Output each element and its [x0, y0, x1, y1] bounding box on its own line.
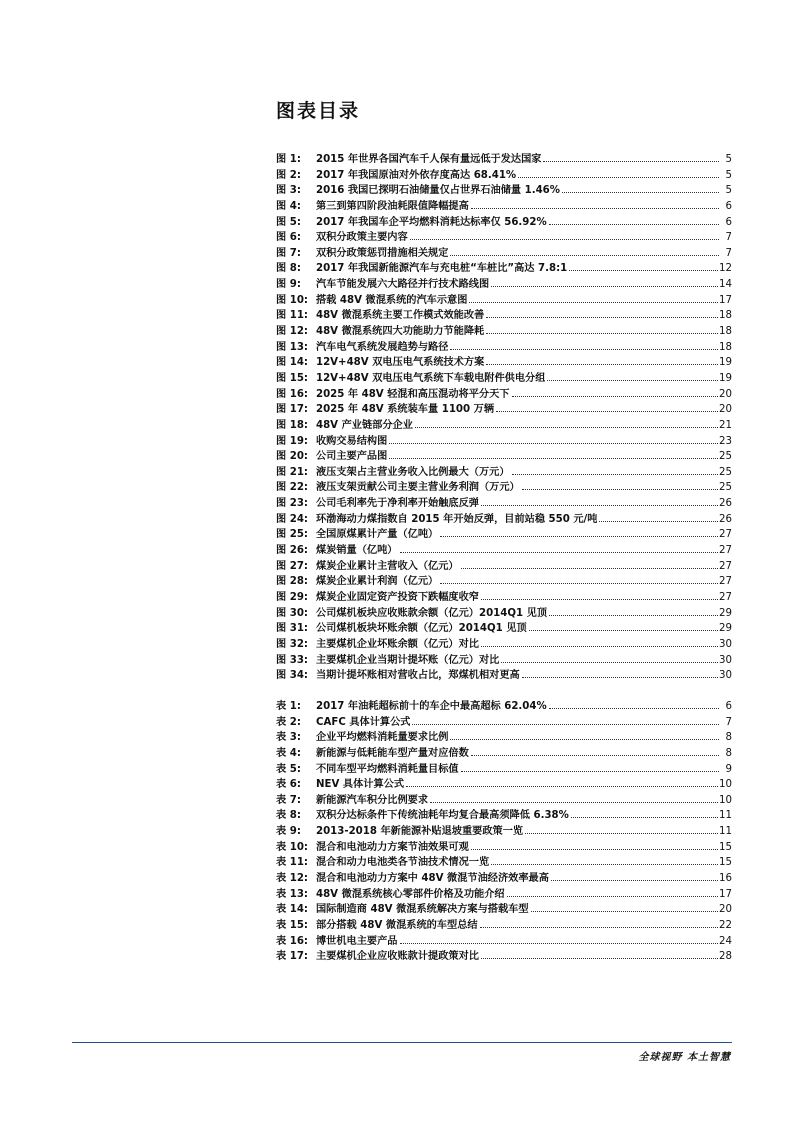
- figure-page-number: 23: [719, 435, 732, 447]
- leader-dots: [481, 958, 718, 959]
- figure-title: 当期计提坏账相对营收占比，郑煤机相对更高: [316, 670, 520, 682]
- figure-title: 2017 年我国新能源汽车与充电桩“车桩比”高达 7.8:1: [316, 263, 568, 275]
- figure-label: 图 29:: [276, 591, 308, 603]
- table-entry[interactable]: [276, 791, 732, 807]
- leader-dots: [486, 364, 718, 365]
- figure-page-number: 27: [719, 591, 732, 603]
- leader-dots: [410, 239, 719, 240]
- figure-entry[interactable]: [276, 635, 732, 651]
- figure-label: 图 18:: [276, 419, 308, 431]
- figure-label: 图 10:: [276, 294, 308, 306]
- figure-page-number: 7: [725, 232, 732, 244]
- figure-entry[interactable]: [276, 416, 732, 432]
- figure-page-number: 29: [719, 607, 732, 619]
- table-title: 2013-2018 年新能源补贴退坡重要政策一览: [316, 826, 524, 838]
- leader-dots: [471, 208, 719, 209]
- figure-title: 2016 我国已探明石油储量仅占世界石油储量 1.46%: [316, 185, 560, 197]
- table-label: 表 12:: [276, 873, 308, 885]
- figure-page-number: 27: [719, 545, 732, 557]
- figure-label: 图 15:: [276, 372, 308, 384]
- figure-title: 液压支架贡献公司主要主营业务利润（万元）: [316, 482, 520, 494]
- table-page-number: 15: [719, 841, 732, 853]
- figure-entry[interactable]: [276, 525, 732, 541]
- figure-title: 煤炭企业固定资产投资下跌幅度收窄: [316, 591, 479, 603]
- figure-label: 图 26:: [276, 545, 308, 557]
- figure-label: 图 31:: [276, 623, 308, 635]
- table-label: 表 4:: [276, 747, 301, 759]
- figure-entry[interactable]: [276, 604, 732, 620]
- figure-title: 双积分政策惩罚措施相关规定: [316, 247, 449, 259]
- figure-entry[interactable]: [276, 181, 732, 197]
- figure-entry[interactable]: [276, 463, 732, 479]
- table-page-number: 7: [725, 716, 732, 728]
- table-entry[interactable]: [276, 744, 732, 760]
- leader-dots: [471, 755, 719, 756]
- table-entry[interactable]: [276, 838, 732, 854]
- table-title: 不同车型平均燃料消耗量目标值: [316, 763, 459, 775]
- figure-label: 图 1:: [276, 154, 301, 165]
- table-title: CAFC 具体计算公式: [316, 716, 411, 728]
- table-page-number: 8: [725, 747, 732, 759]
- leader-dots: [562, 192, 719, 193]
- figure-page-number: 25: [719, 466, 732, 478]
- leader-dots: [531, 911, 719, 912]
- leader-dots: [547, 380, 718, 381]
- table-title: 企业平均燃料消耗量要求比例: [316, 732, 449, 744]
- leader-dots: [549, 615, 718, 616]
- figure-page-number: 27: [719, 529, 732, 541]
- table-label: 表 17:: [276, 951, 308, 963]
- figure-label: 图 3:: [276, 185, 301, 197]
- table-entry[interactable]: [276, 900, 732, 916]
- figure-title: 公司毛利率先于净利率开始触底反弹: [316, 498, 479, 510]
- leader-dots: [599, 521, 718, 522]
- table-title: 48V 微混系统核心零部件价格及功能介绍: [316, 888, 505, 900]
- figure-entry[interactable]: [276, 228, 732, 244]
- leader-dots: [440, 583, 718, 584]
- table-page-number: 6: [725, 701, 732, 712]
- table-label: 表 11:: [276, 857, 308, 869]
- table-entry[interactable]: [276, 775, 732, 791]
- table-label: 表 1:: [276, 701, 301, 712]
- leader-dots: [469, 302, 718, 303]
- figure-page-number: 30: [719, 638, 732, 650]
- figure-label: 图 30:: [276, 607, 308, 619]
- leader-dots: [461, 771, 719, 772]
- table-entry[interactable]: [276, 760, 732, 776]
- figure-entry[interactable]: [276, 588, 732, 604]
- figure-page-number: 5: [725, 185, 732, 197]
- leader-dots: [571, 817, 718, 818]
- table-entry[interactable]: [276, 713, 732, 729]
- figure-label: 图 22:: [276, 482, 308, 494]
- figure-label: 图 5:: [276, 216, 301, 228]
- leader-dots: [522, 489, 718, 490]
- leader-dots: [549, 224, 719, 225]
- figure-entry[interactable]: [276, 306, 732, 322]
- figure-title: 公司煤机板块坏账余额（亿元）2014Q1 见顶: [316, 623, 527, 635]
- figure-label: 图 24:: [276, 513, 308, 525]
- figure-list: [276, 150, 732, 682]
- table-page-number: 11: [719, 810, 732, 822]
- table-page-number: 20: [719, 904, 732, 916]
- figure-label: 图 21:: [276, 466, 308, 478]
- table-title: 混合和动力电池类各节油技术情况一览: [316, 857, 490, 869]
- table-entry[interactable]: [276, 869, 732, 885]
- table-list: [276, 697, 732, 963]
- table-entry[interactable]: [276, 822, 732, 838]
- figure-page-number: 18: [719, 310, 732, 322]
- figure-page-number: 18: [719, 341, 732, 353]
- leader-dots: [450, 739, 719, 740]
- figure-page-number: 29: [719, 623, 732, 635]
- table-title: 主要煤机企业应收账款计提政策对比: [316, 951, 479, 963]
- figure-title: 48V 微混系统主要工作模式效能改善: [316, 310, 485, 322]
- table-title: 新能源与低耗能车型产量对应倍数: [316, 747, 469, 759]
- figure-label: 图 2:: [276, 169, 301, 181]
- figure-title: 汽车节能发展六大路径并行技术路线图: [316, 279, 490, 291]
- table-page-number: 28: [719, 951, 732, 963]
- figure-label: 图 6:: [276, 232, 301, 244]
- table-entry[interactable]: [276, 697, 732, 713]
- leader-dots: [496, 411, 718, 412]
- table-page-number: 24: [719, 935, 732, 947]
- figure-entry[interactable]: [276, 322, 732, 338]
- figure-title: 2015 年世界各国汽车千人保有量远低于发达国家: [316, 154, 542, 165]
- figure-entry[interactable]: [276, 244, 732, 260]
- figure-title: 液压支架占主营业务收入比例最大（万元）: [316, 466, 510, 478]
- figure-title: 公司煤机板块应收账款余额（亿元）2014Q1 见顶: [316, 607, 548, 619]
- leader-dots: [450, 255, 719, 256]
- leader-dots: [522, 677, 718, 678]
- figure-title: 煤炭企业累计主营收入（亿元）: [316, 560, 459, 572]
- figure-label: 图 28:: [276, 576, 308, 588]
- leader-dots: [471, 849, 718, 850]
- table-entry[interactable]: [276, 885, 732, 901]
- figure-entry[interactable]: [276, 619, 732, 635]
- figure-entry[interactable]: [276, 651, 732, 667]
- leader-dots: [543, 161, 719, 162]
- figure-page-number: 20: [719, 404, 732, 416]
- figure-title: 煤炭企业累计利润（亿元）: [316, 576, 439, 588]
- table-label: 表 3:: [276, 732, 301, 744]
- table-title: 混合和电池动力方案中 48V 微混节油经济效率最高: [316, 873, 549, 885]
- figure-label: 图 13:: [276, 341, 308, 353]
- figure-label: 图 25:: [276, 529, 308, 541]
- figure-entry[interactable]: [276, 478, 732, 494]
- figure-page-number: 30: [719, 670, 732, 682]
- figure-page-number: 5: [725, 154, 732, 165]
- table-label: 表 10:: [276, 841, 308, 853]
- figure-label: 图 11:: [276, 310, 308, 322]
- figure-entry[interactable]: [276, 166, 732, 182]
- table-label: 表 9:: [276, 826, 301, 838]
- table-page-number: 11: [719, 826, 732, 838]
- leader-dots: [406, 786, 718, 787]
- figure-entry[interactable]: [276, 666, 732, 682]
- leader-dots: [440, 536, 718, 537]
- figure-entry[interactable]: [276, 385, 732, 401]
- figure-page-number: 19: [719, 372, 732, 384]
- table-label: 表 5:: [276, 763, 301, 775]
- figure-page-number: 5: [725, 169, 732, 181]
- figure-entry[interactable]: [276, 150, 732, 166]
- figure-page-number: 27: [719, 560, 732, 572]
- leader-dots: [400, 943, 719, 944]
- figure-page-number: 20: [719, 388, 732, 400]
- table-label: 表 2:: [276, 716, 301, 728]
- figure-label: 图 17:: [276, 404, 308, 416]
- leader-dots: [486, 333, 718, 334]
- leader-dots: [549, 708, 719, 709]
- figure-page-number: 6: [725, 216, 732, 228]
- figure-title: 主要煤机企业当期计提坏账（亿元）对比: [316, 654, 500, 666]
- figure-title: 12V+48V 双电压电气系统技术方案: [316, 357, 485, 369]
- figure-title: 第三到第四阶段油耗限值降幅提高: [316, 200, 469, 212]
- figure-page-number: 14: [719, 279, 732, 291]
- table-page-number: 10: [719, 779, 732, 791]
- leader-dots: [491, 864, 718, 865]
- leader-dots: [512, 474, 718, 475]
- figure-page-number: 21: [719, 419, 732, 431]
- table-page-number: 15: [719, 857, 732, 869]
- figure-page-number: 26: [719, 498, 732, 510]
- figure-entry[interactable]: [276, 510, 732, 526]
- figure-title: 全国原煤累计产量（亿吨）: [316, 529, 439, 541]
- page-title: 图表目录: [276, 100, 361, 122]
- figure-label: 图 16:: [276, 388, 308, 400]
- figure-title: 2025 年 48V 轻混和高压混动将平分天下: [316, 388, 510, 400]
- table-entry[interactable]: [276, 916, 732, 932]
- figure-label: 图 27:: [276, 560, 308, 572]
- figure-entry[interactable]: [276, 213, 732, 229]
- table-entry[interactable]: [276, 853, 732, 869]
- figure-title: 汽车电气系统发展趋势与路径: [316, 341, 449, 353]
- leader-dots: [481, 599, 718, 600]
- figure-page-number: 12: [719, 263, 732, 275]
- table-page-number: 9: [725, 763, 732, 775]
- figure-title: 煤炭销量（亿吨）: [316, 545, 398, 557]
- figure-entry[interactable]: [276, 353, 732, 369]
- figure-label: 图 8:: [276, 263, 301, 275]
- figure-entry[interactable]: [276, 432, 732, 448]
- footer-divider: [72, 1042, 732, 1043]
- table-page-number: 17: [719, 888, 732, 900]
- figure-title: 公司主要产品图: [316, 451, 388, 463]
- figure-title: 2017 年我国车企平均燃料消耗达标率仅 56.92%: [316, 216, 547, 228]
- figure-entry[interactable]: [276, 197, 732, 213]
- table-title: 部分搭载 48V 微混系统的车型总结: [316, 919, 478, 931]
- table-entry[interactable]: [276, 947, 732, 963]
- figure-page-number: 25: [719, 482, 732, 494]
- figure-page-number: 6: [725, 200, 732, 212]
- leader-dots: [480, 927, 718, 928]
- figure-label: 图 4:: [276, 200, 301, 212]
- figure-page-number: 25: [719, 451, 732, 463]
- table-title: 国际制造商 48V 微混系统解决方案与搭载车型: [316, 904, 529, 916]
- figure-entry[interactable]: [276, 369, 732, 385]
- figure-page-number: 30: [719, 654, 732, 666]
- figure-page-number: 7: [725, 247, 732, 259]
- table-label: 表 14:: [276, 904, 308, 916]
- table-page-number: 22: [719, 919, 732, 931]
- figure-page-number: 17: [719, 294, 732, 306]
- table-title: 博世机电主要产品: [316, 935, 398, 947]
- table-title: 混合和电池动力方案节油效果可观: [316, 841, 469, 853]
- figure-label: 图 7:: [276, 247, 301, 259]
- figure-label: 图 32:: [276, 638, 308, 650]
- figure-label: 图 14:: [276, 357, 308, 369]
- table-entry[interactable]: [276, 806, 732, 822]
- leader-dots: [569, 270, 718, 271]
- figure-title: 收购交易结构图: [316, 435, 388, 447]
- leader-dots: [529, 630, 718, 631]
- figure-entry[interactable]: [276, 541, 732, 557]
- table-label: 表 8:: [276, 810, 301, 822]
- figure-entry[interactable]: [276, 447, 732, 463]
- figure-label: 图 34:: [276, 670, 308, 682]
- figure-label: 图 19:: [276, 435, 308, 447]
- table-title: 2017 年油耗超标前十的车企中最高超标 62.04%: [316, 701, 547, 712]
- table-page-number: 16: [719, 873, 732, 885]
- leader-dots: [507, 896, 718, 897]
- figure-label: 图 23:: [276, 498, 308, 510]
- figure-entry[interactable]: [276, 572, 732, 588]
- leader-dots: [525, 833, 718, 834]
- figure-title: 2025 年 48V 系统装车量 1100 万辆: [316, 404, 495, 416]
- leader-dots: [389, 443, 718, 444]
- table-label: 表 6:: [276, 779, 301, 791]
- leader-dots: [551, 880, 718, 881]
- figure-page-number: 27: [719, 576, 732, 588]
- figure-title: 环渤海动力煤指数自 2015 年开始反弹，目前站稳 550 元/吨: [316, 513, 598, 525]
- leader-dots: [512, 396, 719, 397]
- figure-page-number: 19: [719, 357, 732, 369]
- figure-entry[interactable]: [276, 400, 732, 416]
- figure-label: 图 33:: [276, 654, 308, 666]
- figure-title: 48V 微混系统四大功能助力节能降耗: [316, 326, 485, 338]
- figure-entry[interactable]: [276, 275, 732, 291]
- leader-dots: [430, 802, 718, 803]
- table-label: 表 7:: [276, 794, 301, 806]
- table-entry[interactable]: [276, 728, 732, 744]
- leader-dots: [481, 505, 718, 506]
- figure-entry[interactable]: [276, 259, 732, 275]
- figure-entry[interactable]: [276, 557, 732, 573]
- leader-dots: [481, 646, 718, 647]
- figure-label: 图 9:: [276, 279, 301, 291]
- leader-dots: [400, 552, 719, 553]
- table-label: 表 13:: [276, 888, 308, 900]
- figure-title: 2017 年我国原油对外依存度高达 68.41%: [316, 169, 517, 181]
- figure-page-number: 18: [719, 326, 732, 338]
- table-label: 表 16:: [276, 935, 308, 947]
- table-title: 双积分达标条件下传统油耗年均复合最高须降低 6.38%: [316, 810, 569, 822]
- table-label: 表 15:: [276, 919, 308, 931]
- table-page-number: 8: [725, 732, 732, 744]
- figure-title: 搭载 48V 微混系统的汽车示意图: [316, 294, 468, 306]
- leader-dots: [461, 568, 718, 569]
- leader-dots: [412, 724, 719, 725]
- table-page-number: 10: [719, 794, 732, 806]
- figure-entry[interactable]: [276, 291, 732, 307]
- figure-page-number: 26: [719, 513, 732, 525]
- figure-title: 双积分政策主要内容: [316, 232, 408, 244]
- table-title: NEV 具体计算公式: [316, 779, 405, 791]
- leader-dots: [518, 177, 719, 178]
- figure-title: 12V+48V 双电压电气系统下车载电附件供电分组: [316, 372, 546, 384]
- leader-dots: [491, 286, 718, 287]
- figure-entry[interactable]: [276, 338, 732, 354]
- figure-entry[interactable]: [276, 494, 732, 510]
- figure-title: 主要煤机企业坏账余额（亿元）对比: [316, 638, 479, 650]
- leader-dots: [486, 317, 718, 318]
- table-entry[interactable]: [276, 932, 732, 948]
- leader-dots: [450, 349, 718, 350]
- figure-label: 图 12:: [276, 326, 308, 338]
- figure-label: 图 20:: [276, 451, 308, 463]
- figure-title: 48V 产业链部分企业: [316, 419, 413, 431]
- table-title: 新能源汽车积分比例要求: [316, 794, 429, 806]
- leader-dots: [415, 427, 718, 428]
- leader-dots: [389, 458, 718, 459]
- leader-dots: [501, 662, 718, 663]
- footer-slogan: 全球视野 本土智慧: [638, 1052, 731, 1063]
